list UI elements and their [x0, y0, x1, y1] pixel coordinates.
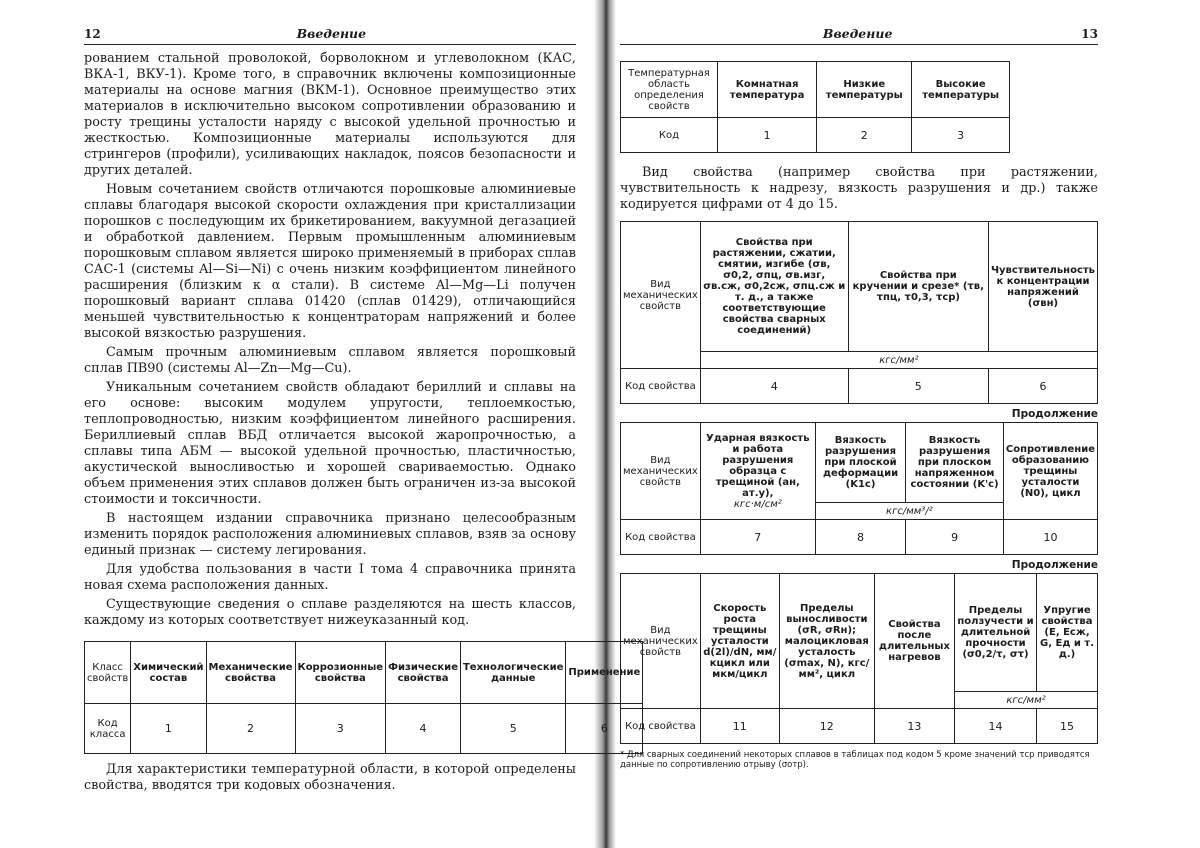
code-cell: 15	[1037, 709, 1098, 744]
code-cell: 13	[874, 709, 954, 744]
column-header: Свойства при растяжении, сжатии, смятии, изгибе (σв, σ0,2, σпц, σв.изг, σв.сж, σ0,2сж, σпц.сж и т. д., а также соответствующие свойства сварных соединений)	[700, 222, 848, 352]
code-cell: 2	[206, 704, 295, 754]
row-label: Вид механических свойств	[621, 574, 701, 709]
code-cell: 6	[566, 704, 643, 754]
paragraph: Новым сочетанием свойств отличаются порошковые алюминиевые сплавы благодаря высокой скорости охлаждения при кристаллизации порошков с последующим их брикетированием, вакуумной дегазацией и обработкой давлением. Первым промышленным алюминиевым порошковым сплавом является широко применяемый в приборах сплав САС-1 (системы Al—Si—Ni) с очень низким коэффициентом линейного расширения (близким к α стали). В системе Al—Mg—Li получен порошковый вариант сплава 01420 (сплав 01429), отличающийся меньшей чувствительностью к концентраторам напряжений и более высокой вязкостью разрушения.	[84, 182, 576, 341]
property-class-table	[84, 641, 643, 754]
row-label: Код свойства	[621, 520, 701, 555]
left-page	[84, 26, 641, 794]
code-cell: 10	[1003, 520, 1097, 555]
column-header: Упругие свойства (E, Eсж, G, Eд и т. д.)	[1037, 574, 1098, 692]
row-label: Вид механических свойств	[621, 222, 701, 369]
unit-label: кгс/мм²	[955, 692, 1098, 709]
table-header-label: Температурная область определения свойств	[621, 62, 718, 118]
code-cell: 9	[906, 520, 1004, 555]
column-header: Применение	[566, 642, 643, 704]
column-header: Вязкость разрушения при плоском напряженном состоянии (K'c)	[906, 423, 1004, 503]
mech-properties-table-3	[620, 573, 1098, 744]
column-header: Пределы ползучести и длительной прочности (σ0,2/τ, στ)	[955, 574, 1037, 692]
page-number: 13	[1081, 27, 1098, 41]
temperature-table	[620, 61, 1010, 153]
column-header: Механические свойства	[206, 642, 295, 704]
continuation-label: Продолжение	[1011, 408, 1098, 420]
code-cell: 8	[815, 520, 905, 555]
column-header: Чувствительность к концентрации напряжений (σвн)	[988, 222, 1097, 352]
code-cell: 2	[817, 118, 912, 153]
column-header: Низкие температуры	[817, 62, 912, 118]
column-header: Химический состав	[131, 642, 206, 704]
paragraph: Для характеристики температурной области, в которой определены свойства, вводятся три кодовых обозначения.	[84, 762, 576, 793]
paragraph: Уникальным сочетанием свойств обладают бериллий и сплавы на его основе: высоким модулем упругости, теплоемкостью, теплопроводностью, низким коэффициентом линейного расширения. Бериллиевый сплав ВБД отличается высокой жаропрочностью, а сплавы типа АБМ — высокой удельной прочностью, пластичностью, акустической выносливостью и хорошей свариваемостью. Однако объем применения этих сплавов должен быть ограничен из-за высокой стоимости и токсичности.	[84, 380, 576, 507]
code-cell: 3	[295, 704, 386, 754]
right-page-header	[620, 26, 1098, 45]
paragraph: Самым прочным алюминиевым сплавом является порошковый сплав ПВ90 (системы Al—Zn—Mg—Cu).	[84, 345, 576, 376]
column-header: Сопротивление образованию трещины усталости (N0), цикл	[1003, 423, 1097, 520]
column-header: Технологические данные	[460, 642, 565, 704]
code-cell: 1	[718, 118, 817, 153]
column-header: Свойства после длительных нагревов	[874, 574, 954, 709]
column-header: Коррозионные свойства	[295, 642, 386, 704]
code-cell: 7	[700, 520, 815, 555]
column-header-text: Ударная вязкость и работа разрушения образца с трещиной (aн, aт.у),	[706, 432, 810, 499]
code-cell: 6	[988, 369, 1097, 404]
column-header: Свойства при кручении и срезе* (τв, τпц, τ0,3, τср)	[848, 222, 988, 352]
continuation-label: Продолжение	[1011, 559, 1098, 571]
code-cell: 14	[955, 709, 1037, 744]
paragraph: Для удобства пользования в части I тома 4 справочника принята новая схема расположения данных.	[84, 562, 576, 593]
row-label: Код класса	[85, 704, 131, 754]
row-label: Код	[621, 118, 718, 153]
paragraph: рованием стальной проволокой, борволокном и углеволокном (КАС, ВКА-1, ВКУ-1). Кроме того, в справочник включены композиционные материалы на основе магния (ВКМ-1). Основное преимущество этих материалов в исключительно высоком сопротивлении образованию и росту трещины усталости наряду с высокой удельной прочностью и жесткостью. Композиционные материалы используются для стрингеров (профили), усиливающих накладок, поясов безопасности и других деталей.	[84, 51, 576, 178]
column-header	[700, 423, 815, 520]
left-body-text	[84, 51, 576, 629]
unit-label: кгс/мм²	[700, 352, 1097, 369]
column-header: Физические свойства	[386, 642, 461, 704]
code-cell: 1	[131, 704, 206, 754]
running-title: Введение	[296, 26, 367, 41]
code-cell: 5	[460, 704, 565, 754]
mech-properties-table-2	[620, 422, 1098, 555]
code-cell: 5	[848, 369, 988, 404]
column-header: Пределы выносливости (σR, σRн); малоцикловая усталость (σmax, N), кгс/мм², цикл	[779, 574, 874, 709]
code-cell: 4	[700, 369, 848, 404]
column-header: Комнатная температура	[718, 62, 817, 118]
row-label: Код свойства	[621, 709, 701, 744]
footnote: * Для сварных соединений некоторых сплавов в таблицах под кодом 5 кроме значений τср приводятся данные по сопротивлению отрыву (σотр).	[620, 750, 1090, 770]
column-header: Вязкость разрушения при плоской деформации (K1c)	[815, 423, 905, 503]
code-cell: 11	[700, 709, 779, 744]
table-header-label: Класс свойств	[85, 642, 131, 704]
running-title: Введение	[822, 26, 893, 41]
unit-label: кгс/мм³/²	[815, 503, 1003, 520]
mech-properties-table-1	[620, 221, 1098, 404]
paragraph: В настоящем издании справочника признано целесообразным изменить порядок расположения алюминиевых сплавов, взяв за основу единый признак — систему легирования.	[84, 511, 576, 558]
row-label: Вид механических свойств	[621, 423, 701, 520]
column-header: Скорость роста трещины усталости d(2l)/dN, мм/кцикл или мкм/цикл	[700, 574, 779, 709]
right-page	[620, 26, 1098, 770]
row-label: Код свойства	[621, 369, 701, 404]
column-header: Высокие температуры	[912, 62, 1010, 118]
page-number: 12	[84, 27, 101, 41]
left-page-header	[84, 26, 576, 45]
code-cell: 3	[912, 118, 1010, 153]
paragraph: Вид свойства (например свойства при растяжении, чувствительность к надрезу, вязкость разрушения и др.) также кодируется цифрами от 4 до 15.	[620, 165, 1098, 212]
code-cell: 12	[779, 709, 874, 744]
paragraph: Существующие сведения о сплаве разделяются на шесть классов, каждому из которых соответствует нижеуказанный код.	[84, 597, 576, 628]
unit-label: кгс·м/см²	[733, 498, 782, 510]
code-cell: 4	[386, 704, 461, 754]
